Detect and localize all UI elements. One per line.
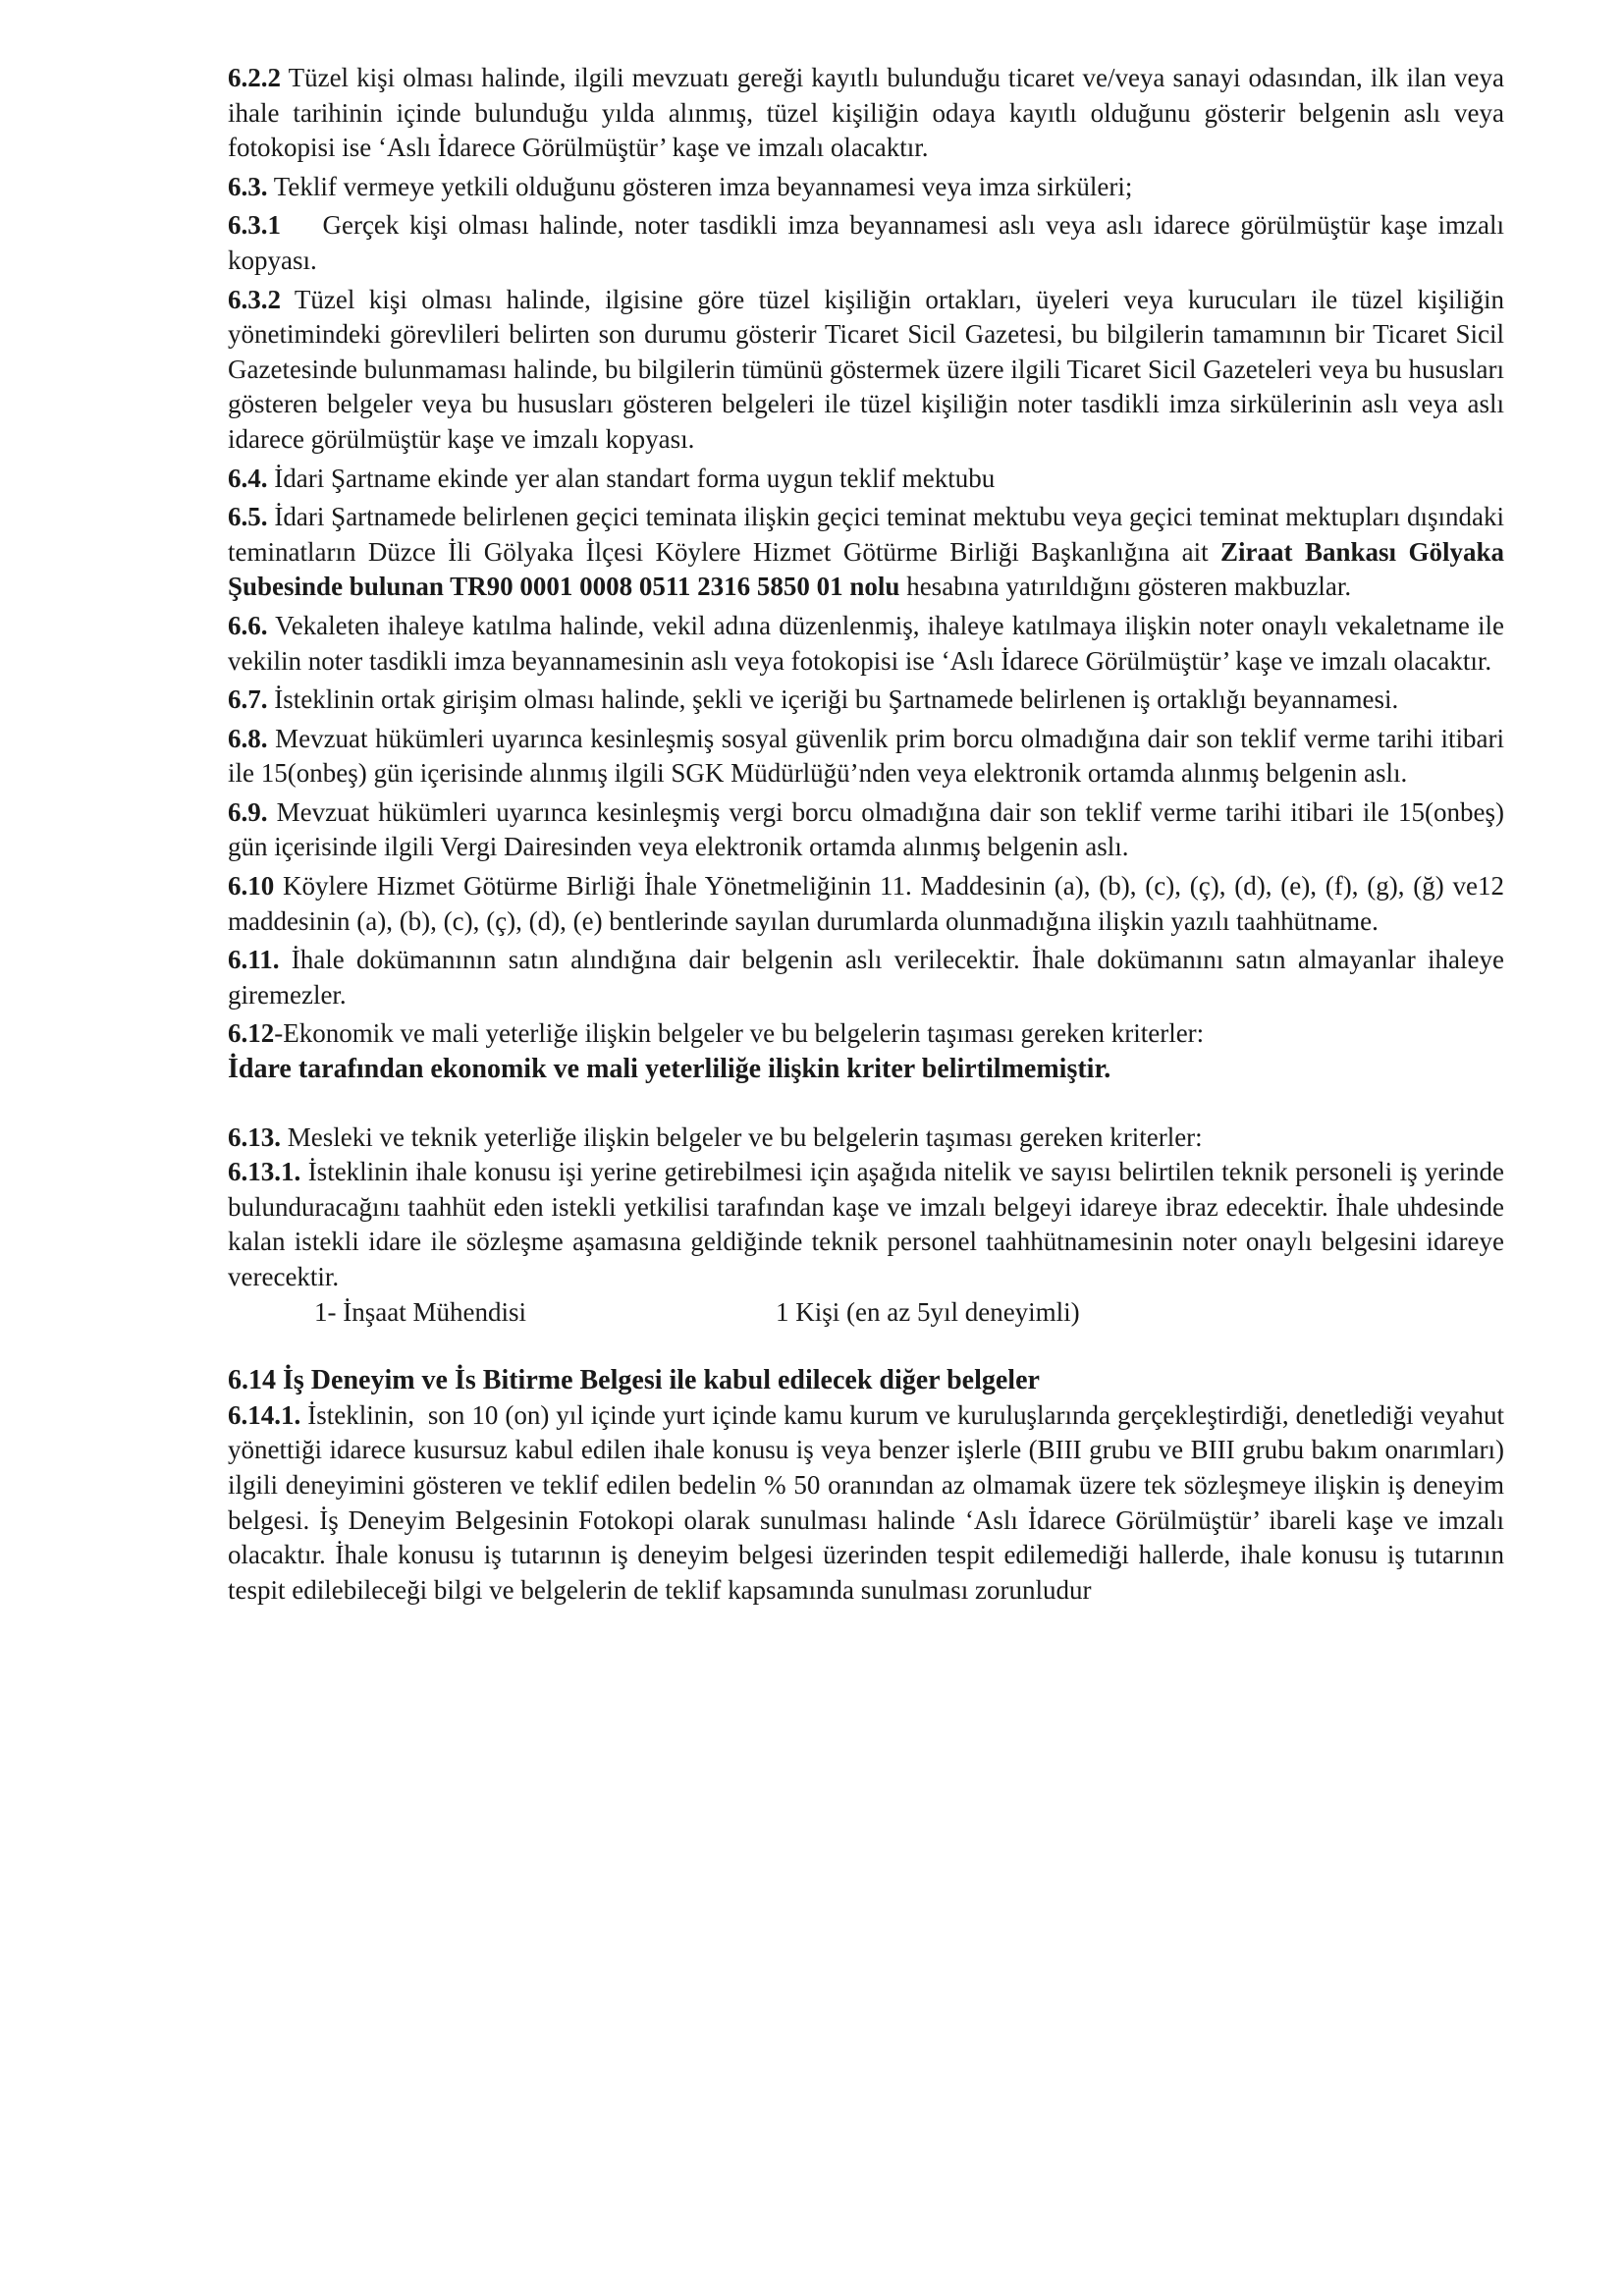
clause-number: 6.2.2 [228, 63, 281, 92]
clause-number: 6.6. [228, 610, 268, 640]
clause-text: Tüzel kişi olması halinde, ilgili mevzuatı gereği kayıtlı bulunduğu ticaret ve/veya sanayi odasından, ilk ilan veya ihale tarihinin içinde bulunduğu yılda alınmış, tüzel kişiliğin odaya kayıtlı olduğunu gösterir belgenin aslı veya fotokopisi ise ‘Aslı İdarece Görülmüştür’ kaşe ve imzalı olacaktır. [228, 63, 1504, 163]
paragraph-6-13-1 [228, 1155, 1504, 1294]
clause-number: 6.9. [228, 796, 268, 827]
paragraph-6-13 [228, 1121, 1504, 1156]
clause-number: 6.10 [228, 871, 275, 902]
clause-number: 6.4. [228, 463, 268, 493]
paragraph-6-3-2 [228, 283, 1504, 458]
clause-number: 6.11. [228, 945, 280, 975]
personnel-role: 1- İnşaat Mühendisi [314, 1296, 526, 1327]
clause-text: -Ekonomik ve mali yeterliğe ilişkin belgeler ve bu belgelerin taşıması gereken kriterler: [274, 1018, 1205, 1049]
paragraph-6-12 [228, 1016, 1504, 1052]
paragraph-6-9 [228, 795, 1504, 865]
paragraph-6-3 [228, 170, 1504, 205]
paragraph-6-4 [228, 462, 1504, 497]
clause-number: 6.13. [228, 1121, 281, 1152]
personnel-count: 1 Kişi (en az 5yıl deneyimli) [776, 1296, 1080, 1327]
paragraph-6-8 [228, 722, 1504, 792]
financial-criteria-statement: İdare tarafından ekonomik ve mali yeterliliğe ilişkin kriter belirtilmemiştir. [228, 1054, 1111, 1085]
section-heading-6-14: 6.14 İş Deneyim ve İs Bitirme Belgesi ile kabul edilecek diğer belgeler [228, 1365, 1040, 1396]
clause-text: İdari Şartname ekinde yer alan standart forma uygun teklif mektubu [267, 463, 996, 493]
paragraph-6-11 [228, 943, 1504, 1012]
paragraph-6-6 [228, 609, 1504, 679]
paragraph-6-7 [228, 683, 1504, 718]
clause-text: Teklif vermeye yetkili olduğunu gösteren imza beyannamesi veya imza sirküleri; [267, 171, 1133, 201]
paragraph-6-14-1 [228, 1398, 1511, 1609]
document-page [228, 61, 1511, 1612]
clause-number: 6.5. [228, 502, 268, 532]
clause-number: 6.3.1 [228, 210, 281, 241]
paragraph-6-5 [228, 500, 1504, 605]
clause-text: Mevzuat hükümleri uyarınca kesinleşmiş sosyal güvenlik prim borcu olmadığına dair son teklif verme tarihi itibari ile 15(onbeş) gün içerisinde alınmış ilgili SGK Müdürlüğü’nden veya elektronik ortamda alınmış belgenin aslı. [228, 723, 1504, 789]
clause-text: Mesleki ve teknik yeterliğe ilişkin belgeler ve bu belgelerin taşıması gereken kriterler: [281, 1121, 1203, 1152]
bank-account-text: Ziraat Bankası Gölyaka Şubesinde bulunan TR90 0001 0008 0511 2316 5850 01 nolu [228, 536, 1504, 602]
clause-text: İsteklinin, son 10 (on) yıl içinde yurt içinde kamu kurum ve kuruluşlarında gerçekleştirdiği, denetlediği veyahut yönettiği idarece kusursuz kabul edilen ihale konusu iş veya benzer işlerle (BIII grubu ve BIII grubu bakım onarımları) ilgili deneyimini gösteren ve teklif edilen bedelin % 50 oranından az olmamak üzere tek sözleşmeye ilişkin iş deneyim belgesi. İş Deneyim Belgesinin Fotokopi olarak sunulması halinde ‘Aslı İdarece Görülmüştür’ ibareli kaşe ve imzalı olacaktır. İhale konusu iş tutarının iş deneyim belgesi üzerinden tespit edilemediği hallerde, ihale konusu iş tutarının tespit edilebileceği bilgi ve belgelerin de teklif kapsamında sunulması zorunludur [228, 1399, 1511, 1605]
paragraph-6-10 [228, 869, 1504, 939]
clause-number: 6.3.2 [228, 284, 281, 314]
paragraph-6-2-2 [228, 61, 1504, 166]
clause-number: 6.3. [228, 171, 268, 201]
clause-number: 6.7. [228, 684, 268, 715]
personnel-row [228, 1295, 1504, 1331]
clause-number: 6.14.1. [228, 1399, 301, 1430]
paragraph-6-3-1 [228, 208, 1511, 278]
clause-text: Köylere Hizmet Götürme Birliği İhale Yönetmeliğinin 11. Maddesinin (a), (b), (c), (ç), (d), (e), (f), (g), (ğ) ve12 maddesinin (a), (b), (c), (ç), (d), (e) bentlerinde sayılan durumlarda olunmadığına ilişkin yazılı taahhütname. [228, 871, 1504, 936]
clause-text: Gerçek kişi olması halinde, noter tasdikli imza beyannamesi aslı veya aslı idarece görülmüştür kaşe imzalı kopyası. [228, 210, 1511, 275]
clause-text: Mevzuat hükümleri uyarınca kesinleşmiş vergi borcu olmadığına dair son teklif verme tarihi itibari ile 15(onbeş) gün içerisinde ilgili Vergi Dairesinden veya elektronik ortamda alınmış belgenin aslı. [228, 796, 1504, 862]
spacer [228, 1330, 1504, 1363]
clause-text: Vekaleten ihaleye katılma halinde, vekil adına düzenlenmiş, ihaleye katılmaya ilişkin noter onaylı vekaletname ile vekilin noter tasdikli imza beyannamesinin aslı veya fotokopisi ise ‘Aslı İdarece Görülmüştür’ kaşe ve imzalı olacaktır. [228, 610, 1504, 676]
clause-number: 6.8. [228, 723, 268, 753]
clause-text: İdari Şartnamede belirlenen geçici teminata ilişkin geçici teminat mektubu veya geçici teminat mektupları dışındaki teminatların Düzce İli Gölyaka İlçesi Köylere Hizmet Götürme Birliği Başkanlığına ait [228, 502, 1504, 567]
clause-text: Tüzel kişi olması halinde, ilgisine göre tüzel kişiliğin ortakları, üyeleri veya kurucuları ile tüzel kişiliğin yönetimindeki görevlileri belirten son durumu gösterir Ticaret Sicil Gazetesi, bu bilgilerin tamamının bir Ticaret Sicil Gazetesinde bulunmaması halinde, bu bilgilerin tümünü göstermek üzere ilgili Ticaret Sicil Gazeteleri veya bu hususları gösteren belgeler veya bu hususları gösteren belgeleri ile tüzel kişiliğin noter tasdikli imza sirkülerinin aslı veya aslı idarece görülmüştür kaşe ve imzalı kopyası. [228, 284, 1504, 454]
clause-text: İsteklinin ortak girişim olması halinde, şekli ve içeriği bu Şartnamede belirlenen iş ortaklığı beyannamesi. [267, 684, 1399, 715]
clause-text: İhale dokümanının satın alındığına dair belgenin aslı verilecektir. İhale dokümanını satın almayanlar ihaleye giremezler. [228, 945, 1504, 1010]
clause-text: İsteklinin ihale konusu işi yerine getirebilmesi için aşağıda nitelik ve sayısı belirtilen teknik personeli iş yerinde bulunduracağını taahhüt eden istekli yetkilisi tarafından kaşe ve imzalı belgeyi idareye ibraz edecektir. İhale uhdesinde kalan istekli idare ile sözleşme aşamasına geldiğinde teknik personel taahhütnamesinin noter onaylı belgesini idareye verecektir. [228, 1157, 1504, 1291]
clause-number: 6.13.1. [228, 1157, 301, 1187]
clause-number: 6.12 [228, 1018, 275, 1049]
clause-text-end: hesabına yatırıldığını gösteren makbuzlar. [899, 572, 1352, 602]
spacer [228, 1087, 1504, 1121]
